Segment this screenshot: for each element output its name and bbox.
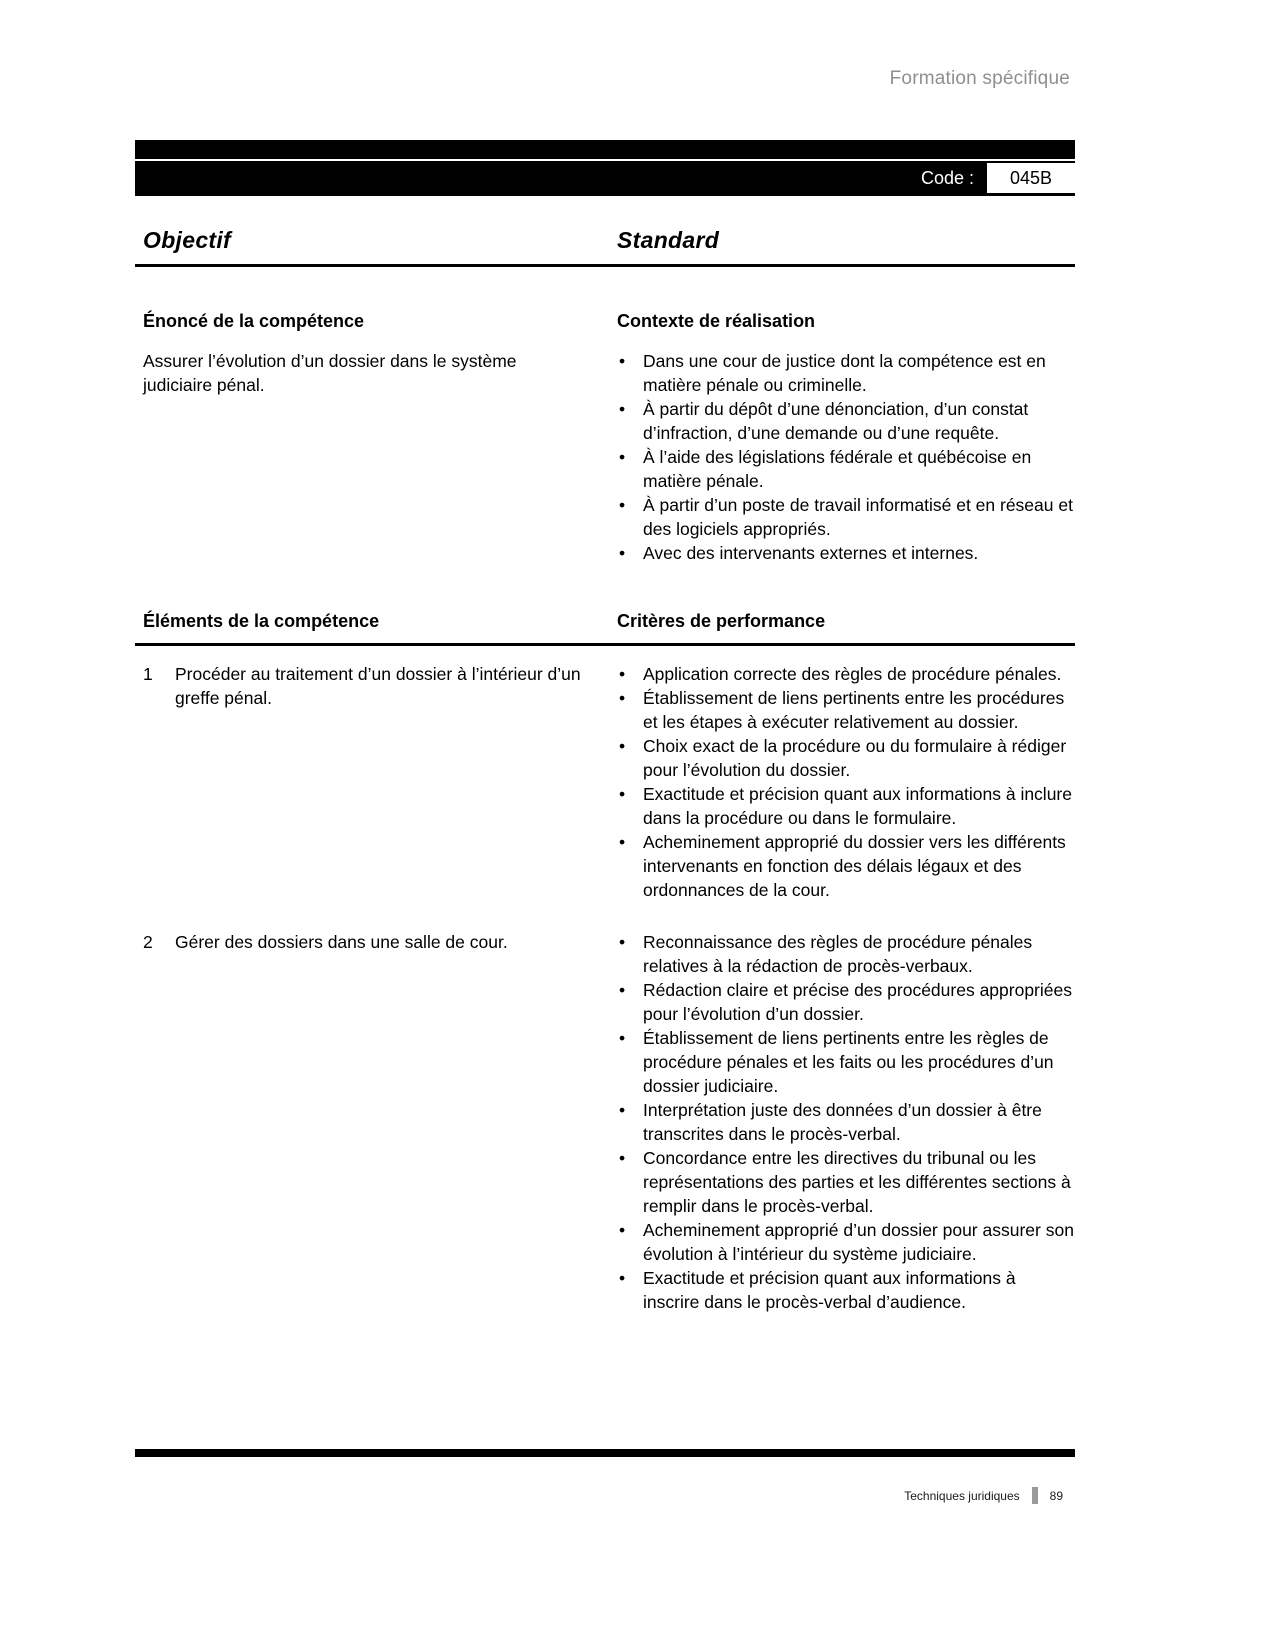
- bullet-text: Concordance entre les directives du tribunal ou les représentations des parties et les différentes sections à remplir dans le procès-verbal.: [643, 1148, 1071, 1216]
- column-title-standard: Standard: [617, 227, 720, 253]
- bullet-text: Acheminement approprié du dossier vers les différents intervenants en fonction des délais légaux et des ordonnances de la cour.: [643, 832, 1066, 900]
- bullet-text: Établissement de liens pertinents entre les procédures et les étapes à exécuter relativement au dossier.: [643, 688, 1065, 732]
- bullet-item: [617, 445, 1075, 493]
- bullet-text: Interprétation juste des données d’un dossier à être transcrites dans le procès-verbal.: [643, 1100, 1042, 1144]
- bullet-marker: •: [619, 1148, 626, 1168]
- footer-divider: [1032, 1487, 1038, 1504]
- bullet-marker: •: [619, 447, 626, 467]
- bullet-marker: •: [619, 351, 626, 371]
- bullet-text: Dans une cour de justice dont la compétence est en matière pénale ou criminelle.: [643, 351, 1046, 395]
- bullet-text: Établissement de liens pertinents entre les règles de procédure pénales et les faits ou les procédures d’un dossier judiciaire.: [643, 1028, 1054, 1096]
- contexte-bullet-list: [617, 349, 1075, 565]
- bullet-text: À partir du dépôt d’une dénonciation, d’un constat d’infraction, d’une demande ou d’une requête.: [643, 399, 1029, 443]
- bullet-text: Exactitude et précision quant aux informations à inclure dans la procédure ou dans le formulaire.: [643, 784, 1072, 828]
- footer: [904, 1487, 1063, 1504]
- bullet-item: [617, 1026, 1075, 1098]
- item-text: Gérer des dossiers dans une salle de cour.: [175, 932, 508, 952]
- item-number: 1: [143, 664, 153, 684]
- bullet-text: Exactitude et précision quant aux informations à inscrire dans le procès-verbal d’audience.: [643, 1268, 1016, 1312]
- bullet-marker: •: [619, 980, 626, 1000]
- bullet-marker: •: [619, 688, 626, 708]
- criteria-bullet-list: [617, 930, 1075, 1314]
- bullet-text: Acheminement approprié d’un dossier pour assurer son évolution à l’intérieur du système judiciaire.: [643, 1220, 1074, 1264]
- bullet-item: [617, 662, 1075, 686]
- bullet-item: [617, 493, 1075, 541]
- bullet-item: [617, 978, 1075, 1026]
- bullet-item: [617, 1098, 1075, 1146]
- bullet-item: [617, 1266, 1075, 1314]
- bullet-marker: •: [619, 1028, 626, 1048]
- bullet-marker: •: [619, 399, 626, 419]
- bullet-marker: •: [619, 1268, 626, 1288]
- column-title-objectif: Objectif: [143, 227, 232, 253]
- bullet-marker: •: [619, 932, 626, 952]
- bullet-text: Application correcte des règles de procédure pénales.: [643, 664, 1062, 684]
- bullet-item: [617, 397, 1075, 445]
- section1-body-row: [135, 349, 1075, 565]
- bullet-item: [617, 782, 1075, 830]
- bullet-marker: •: [619, 784, 626, 804]
- bullet-text: Choix exact de la procédure ou du formulaire à rédiger pour l’évolution du dossier.: [643, 736, 1067, 780]
- section1-headings-row: [135, 309, 1075, 333]
- bullet-marker: •: [619, 832, 626, 852]
- item-left: [135, 662, 617, 902]
- section-heading-contexte: Contexte de réalisation: [617, 311, 816, 331]
- bullet-item: [617, 930, 1075, 978]
- footer-label: Techniques juridiques: [904, 1488, 1020, 1503]
- bullet-marker: •: [619, 736, 626, 756]
- bullet-marker: •: [619, 664, 626, 684]
- bullet-text: Rédaction claire et précise des procédures appropriées pour l’évolution d’un dossier.: [643, 980, 1072, 1024]
- bullet-marker: •: [619, 1100, 626, 1120]
- bullet-text: À partir d’un poste de travail informatisé et en réseau et des logiciels appropriés.: [643, 495, 1073, 539]
- page-content: [135, 228, 1075, 1314]
- bullet-item: [617, 1218, 1075, 1266]
- bullet-item: [617, 734, 1075, 782]
- competence-statement: Assurer l’évolution d’un dossier dans le système judiciaire pénal.: [143, 351, 517, 395]
- bullet-marker: •: [619, 495, 626, 515]
- item-number: 2: [143, 932, 153, 952]
- column-titles-row: [135, 228, 1075, 267]
- bullet-item: [617, 1146, 1075, 1218]
- code-row: [921, 162, 1075, 194]
- competence-item-1: [135, 662, 1075, 902]
- section-heading-criteres: Critères de performance: [617, 611, 826, 631]
- item-text: Procéder au traitement d’un dossier à l’intérieur d’un greffe pénal.: [175, 664, 581, 708]
- page-number: 89: [1049, 1488, 1063, 1503]
- criteria-bullet-list: [617, 662, 1075, 902]
- bullet-item: [617, 830, 1075, 902]
- bullet-text: Reconnaissance des règles de procédure pénales relatives à la rédaction de procès-verbaux.: [643, 932, 1033, 976]
- bullet-text: Avec des intervenants externes et internes.: [643, 543, 979, 563]
- competence-items: [135, 662, 1075, 1314]
- item-left: [135, 930, 617, 1314]
- code-bar: [135, 140, 1075, 196]
- bullet-item: [617, 541, 1075, 565]
- section-heading-elements: Éléments de la compétence: [143, 611, 380, 631]
- section2-headings-row: [135, 609, 1075, 646]
- section-heading-enonce: Énoncé de la compétence: [143, 311, 365, 331]
- code-bar-divider-line: [135, 159, 1075, 161]
- code-label: Code :: [920, 167, 974, 188]
- running-head: Formation spécifique: [889, 68, 1070, 89]
- bullet-marker: •: [619, 543, 626, 563]
- footer-rule: [135, 1449, 1075, 1457]
- competence-item-2: [135, 930, 1075, 1314]
- bullet-marker: •: [619, 1220, 626, 1240]
- bullet-text: À l’aide des législations fédérale et québécoise en matière pénale.: [643, 447, 1032, 491]
- bullet-item: [617, 349, 1075, 397]
- bullet-item: [617, 686, 1075, 734]
- code-value: 045B: [987, 163, 1075, 193]
